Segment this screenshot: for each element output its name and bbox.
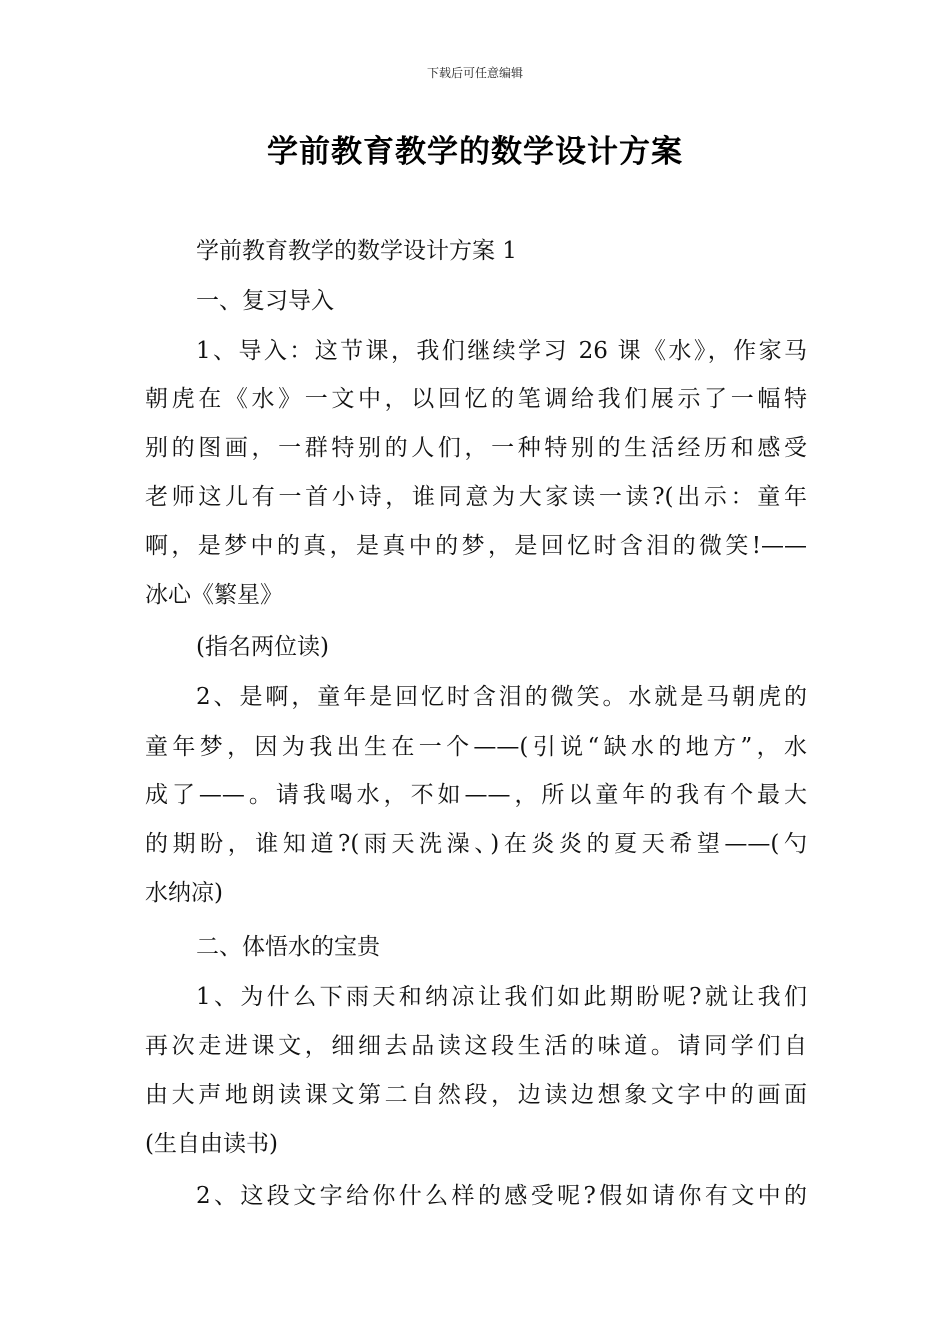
paragraph-line: 成了——。请我喝水，不如——，所以童年的我有个最大: [145, 782, 807, 808]
paragraph-line: 童年梦，因为我出生在一个——(引说“缺水的地方”，水: [145, 734, 807, 760]
paragraph-line: 由大声地朗读课文第二自然段，边读边想象文字中的画面: [145, 1082, 807, 1108]
section-heading: 学前教育教学的数学设计方案 1: [196, 238, 517, 264]
header-note: 下载后可任意编辑: [426, 66, 523, 80]
paragraph-line: 啊，是梦中的真，是真中的梦，是回忆时含泪的微笑!——: [145, 533, 807, 559]
section-heading: 二、体悟水的宝贵: [196, 934, 380, 960]
paragraph-line: 老师这儿有一首小诗，谁同意为大家读一读?(出示：童年: [145, 484, 807, 510]
paragraph-line: 冰心《繁星》: [145, 582, 283, 608]
paragraph-line: (生自由读书): [145, 1131, 278, 1157]
paragraph-line: 2、是啊，童年是回忆时含泪的微笑。水就是马朝虎的: [196, 684, 807, 710]
paragraph-line: 1、为什么下雨天和纳凉让我们如此期盼呢?就让我们: [196, 984, 807, 1010]
paragraph-line: 的期盼，谁知道?(雨天洗澡、)在炎炎的夏天希望——(勺: [145, 831, 807, 857]
section-heading: 一、复习导入: [196, 288, 334, 314]
paragraph-line: 2、这段文字给你什么样的感受呢?假如请你有文中的: [196, 1183, 807, 1209]
page-title: 学前教育教学的数学设计方案: [267, 134, 683, 170]
paragraph-line: 朝虎在《水》一文中，以回忆的笔调给我们展示了一幅特: [145, 386, 807, 412]
paragraph-line: 再次走进课文，细细去品读这段生活的味道。请同学们自: [145, 1033, 807, 1059]
paragraph-line: 别的图画，一群特别的人们，一种特别的生活经历和感受: [145, 435, 807, 461]
paragraph-line: 水纳凉): [145, 880, 223, 906]
paragraph-line: 1、导入：这节课，我们继续学习 26 课《水》，作家马: [196, 338, 807, 364]
paragraph-line: (指名两位读): [196, 634, 329, 660]
